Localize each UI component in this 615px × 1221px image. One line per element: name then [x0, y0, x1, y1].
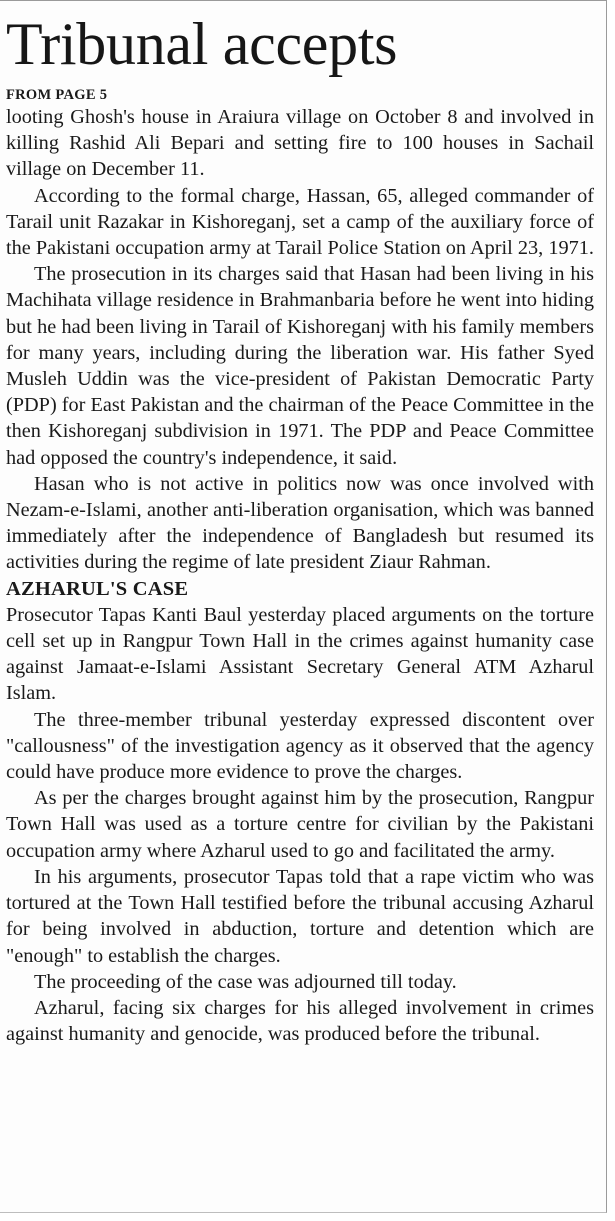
paragraph: Azharul, facing six charges for his alleged involvement in crimes against humanity and genocide, was produced before the tribunal. [6, 996, 594, 1046]
paragraph-lead: Prosecutor Tapas Kanti Baul yesterday placed arguments on the torture cell set up in Rangpur Town Hall in the crimes against humanity case against Jamaat-e-Islami Assistant Secretary General ATM Azharul Islam. [6, 603, 594, 705]
paragraph: The prosecution in its charges said that Hasan had been living in his Machihata village residence in Brahmanbaria before he went into hiding but he had been living in Tarail of Kishoreganj with his family members for many years, including during the liberation war. His father Syed Musleh Uddin was the vice-president of Pakistan Democratic Party (PDP) for East Pakistan and the chairman of the Peace Committee in the then Kishoreganj subdivision in 1971. The PDP and Peace Committee had opposed the country's independence, it said. [6, 263, 594, 469]
from-page-label: FROM PAGE 5 [6, 87, 108, 103]
subheading: AZHARUL'S CASE [6, 577, 189, 600]
paragraph: As per the charges brought against him by the prosecution, Rangpur Town Hall was used as a torture centre for civilian by the Pakistani occupation army where Azharul used to go and facilitated the army. [6, 787, 594, 862]
article-body [6, 104, 594, 1047]
paragraph: The three-member tribunal yesterday expressed discontent over "callousness" of the investigation agency as it observed that the agency could have produce more evidence to prove the charges. [6, 708, 594, 784]
paragraph: In his arguments, prosecutor Tapas told that a rape victim who was tortured at the Town Hall testified before the tribunal accusing Azharul for being involved in abduction, torture and detention which are "enough" to establish the charges. [6, 865, 594, 967]
paragraph: The proceeding of the case was adjourned till today. [34, 970, 457, 993]
paragraph: Hasan who is not active in politics now was once involved with Nezam-e-Islami, another anti-liberation organisation, which was banned immediately after the independence of Bangladesh but resumed its activities during the regime of late president Ziaur Rahman. [6, 472, 594, 574]
headline: Tribunal accepts [6, 11, 398, 77]
paragraph-continued: looting Ghosh's house in Araiura village on October 8 and involved in killing Rashid Ali Bepari and setting fire to 100 houses in Sachail village on December 11. [6, 106, 594, 181]
paragraph: According to the formal charge, Hassan, 65, alleged commander of Tarail unit Razakar in Kishoreganj, set a camp of the auxiliary force of the Pakistani occupation army at Tarail Police Station on April 23, 1971. [6, 184, 594, 260]
